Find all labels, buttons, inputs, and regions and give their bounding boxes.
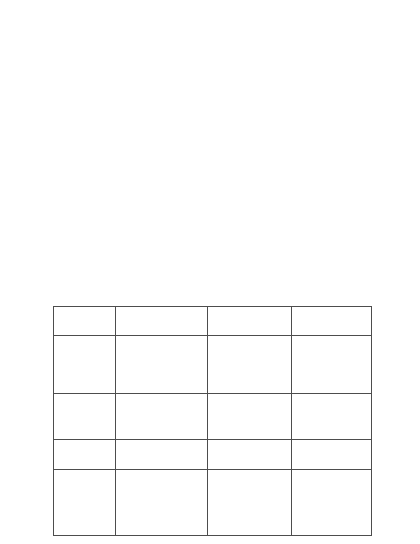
table-cell xyxy=(208,336,292,394)
paragraph xyxy=(60,122,360,143)
paragraph-line xyxy=(60,150,360,160)
table-row xyxy=(54,394,372,440)
paragraph-line xyxy=(60,250,360,260)
table-header-row xyxy=(54,307,372,336)
paragraph xyxy=(60,206,360,227)
paragraph xyxy=(60,265,360,275)
table-cell xyxy=(292,470,372,536)
table-cell xyxy=(208,394,292,440)
paragraph-line xyxy=(60,160,360,170)
table-cell xyxy=(208,470,292,536)
table-cell xyxy=(116,394,208,440)
table-row xyxy=(54,336,372,394)
table-cell xyxy=(208,440,292,470)
column-header xyxy=(116,307,208,336)
table-row xyxy=(54,440,372,470)
paragraph xyxy=(60,250,360,260)
header-line xyxy=(60,48,360,58)
paragraph-line xyxy=(60,206,360,216)
column-header xyxy=(292,307,372,336)
table-cell xyxy=(292,440,372,470)
header-line xyxy=(60,58,360,68)
paragraph-line xyxy=(60,216,360,226)
table-row xyxy=(54,470,372,536)
paragraph-line xyxy=(60,234,360,244)
table-cell xyxy=(292,336,372,394)
table-cell xyxy=(54,394,116,440)
table-cell xyxy=(116,440,208,470)
paragraph xyxy=(60,178,360,199)
table-cell xyxy=(292,394,372,440)
header-line xyxy=(60,90,360,100)
observation-table xyxy=(53,306,372,536)
paragraph xyxy=(60,234,360,244)
table-cell xyxy=(54,440,116,470)
paragraph-line xyxy=(60,188,360,198)
paragraph-line xyxy=(60,122,360,132)
paragraph-line xyxy=(60,265,360,275)
column-header xyxy=(54,307,116,336)
table-cell xyxy=(54,336,116,394)
table-cell xyxy=(116,336,208,394)
document-title xyxy=(60,33,380,43)
header-block xyxy=(60,48,360,100)
paragraph-line xyxy=(60,178,360,188)
paragraph xyxy=(60,150,360,171)
column-header xyxy=(208,307,292,336)
paragraph-line xyxy=(60,132,360,142)
table-cell xyxy=(54,470,116,536)
table-cell xyxy=(116,470,208,536)
header-line xyxy=(60,69,360,79)
header-line xyxy=(60,79,360,89)
